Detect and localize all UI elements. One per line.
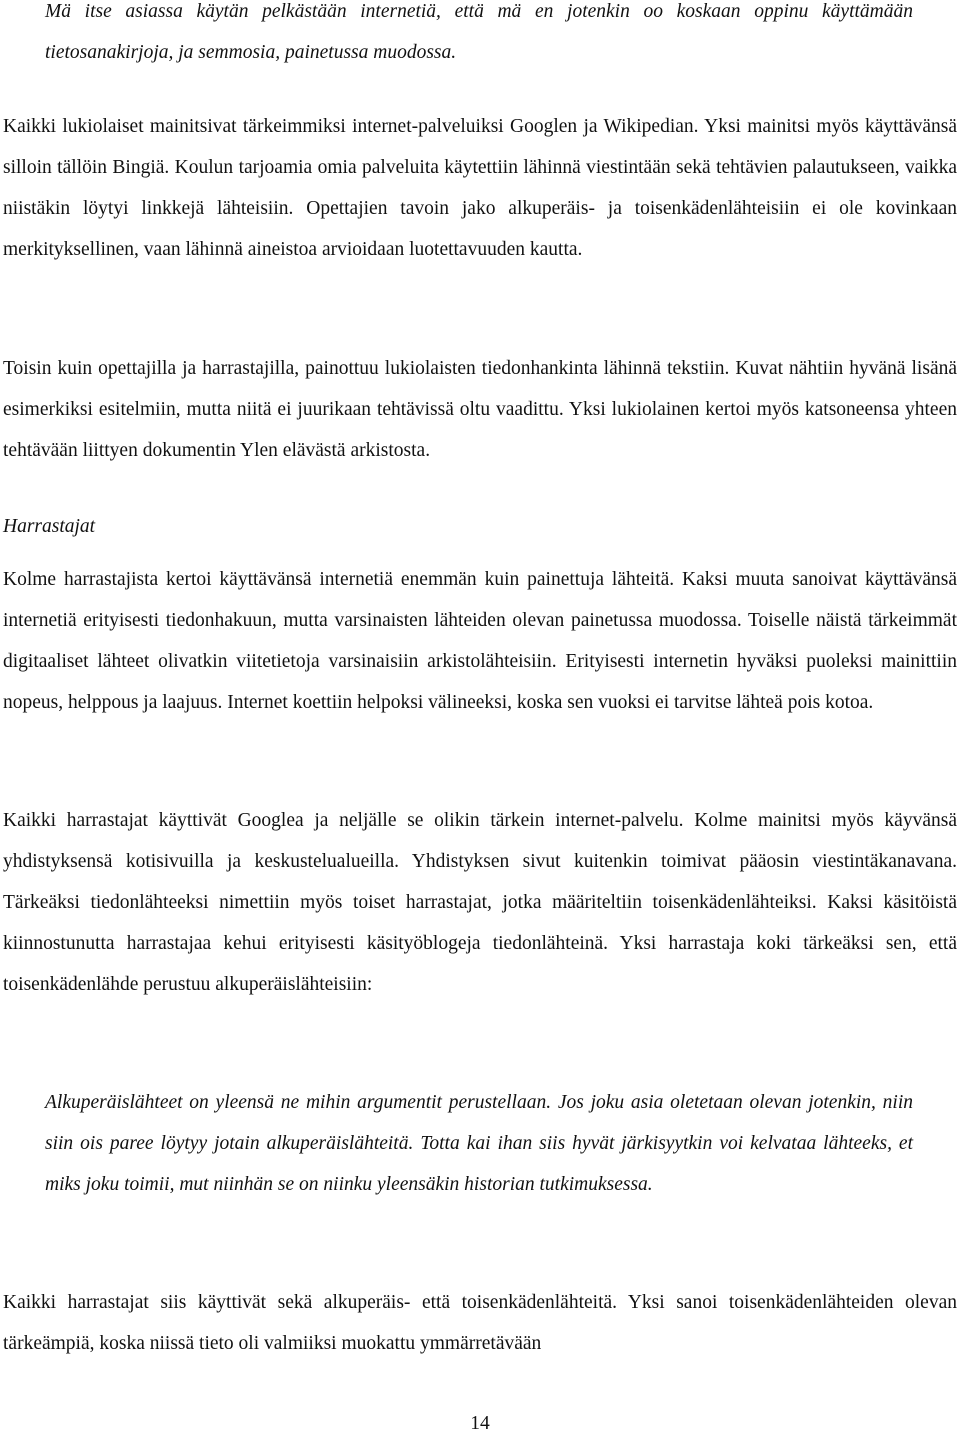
paragraph-harrastajat-summary: Kaikki harrastajat siis käyttivät sekä alkuperäis- että toisenkädenlähteitä. Yksi sanoi toisenkädenlähteiden olevan tärkeämpiä, koska niissä tieto oli valmiiksi muokattu ymmärretävään bbox=[3, 1292, 957, 1354]
paragraph-harrastajat-google: Kaikki harrastajat käyttivät Googlea ja neljälle se olikin tärkein internet-palvelu. Kolme mainitsi myös käyvänsä yhdistyksensä kotisivuilla ja keskustelualueilla. Yhdistyksen sivut kuitenkin toimivat pääosin viestintäkanavana. Tärkeäksi tiedonlähteeksi nimettiin myös toiset harrastajat, jotka määriteltiin toisenkädenlähteiksi. Kaksi käsitöistä kiinnostunutta harrastajaa kehui erityisesti käsityöblogeja tiedonlähteinä. Yksi harrastaja koki tärkeäksi sen, että toisenkädenlähde perustuu alkuperäislähteisiin: bbox=[3, 810, 957, 995]
interview-quote-alkuperaislahteet: Alkuperäislähteet on yleensä ne mihin argumentit perustellaan. Jos joku asia oletetaan olevan jotenkin, niin siin ois paree löytyy jotain alkuperäislähteitä. Totta kai ihan siis hyvät järkisyytkin voi kelvataa lähteeks, et miks joku toimii, mut niinhän se on niinku yleensäkin historian tutkimuksessa. bbox=[45, 1092, 913, 1195]
interview-quote-top: Mä itse asiassa käytän pelkästään internetiä, että mä en jotenkin oo koskaan oppinu käyttämään tietosanakirjoja, ja semmosia, painetussa muodossa. bbox=[45, 1, 913, 63]
paragraph-lukiolaiset-text: Toisin kuin opettajilla ja harrastajilla, painottuu lukiolaisten tiedonhankinta lähinnä tekstiin. Kuvat nähtiin hyvänä lisänä esimerkiksi esitelmiin, mutta niitä ei juurikaan tehtävissä oltu vaadittu. Yksi lukiolainen kertoi myös katsoneensa yhteen tehtävään liittyen dokumentin Ylen elävästä arkistosta. bbox=[3, 358, 957, 461]
section-heading-harrastajat: Harrastajat bbox=[3, 516, 96, 537]
paragraph-lukiolaiset-services: Kaikki lukiolaiset mainitsivat tärkeimmiksi internet-palveluiksi Googlen ja Wikipedian. Yksi mainitsi myös käyttävänsä silloin tällöin Bingiä. Koulun tarjoamia omia palveluita käytettiin lähinnä viestintään sekä tehtävien palautukseen, vaikka niistäkin löytyi linkkejä lähteisiin. Opettajien tavoin jako alkuperäis- ja toisenkädenlähteisiin ei ole kovinkaan merkityksellinen, vaan lähinnä aineistoa arvioidaan luotettavuuden kautta. bbox=[3, 116, 957, 260]
page-number: 14 bbox=[470, 1413, 490, 1434]
paragraph-harrastajat-internet: Kolme harrastajista kertoi käyttävänsä internetiä enemmän kuin painettuja lähteitä. Kaksi muuta sanoivat käyttävänsä internetiä erityisesti tiedonhakuun, mutta varsinaisten lähteiden olevan painetussa muodossa. Toiselle näistä tärkeimmät digitaaliset lähteet olivatkin viitetietoja varsinaisiin arkistolähteisiin. Erityisesti internetin hyväksi puoleksi mainittiin nopeus, helppous ja laajuus. Internet koettiin helpoksi välineeksi, koska sen vuoksi ei tarvitse lähteä pois kotoa. bbox=[3, 569, 957, 713]
